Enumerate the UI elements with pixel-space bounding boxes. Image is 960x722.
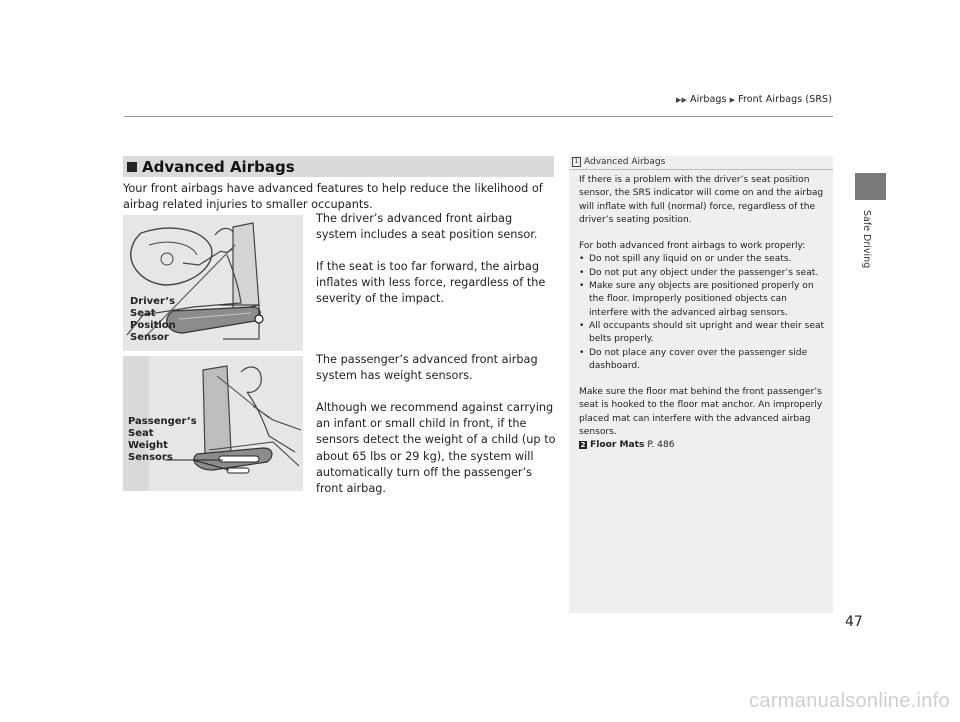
callout-line: Sensor [130,332,169,343]
callout-line: Driver’s [130,296,176,307]
breadcrumb-item[interactable]: Airbags [690,94,727,105]
list-item: • Do not spill any liquid on or under the seats. [579,253,827,266]
cross-reference-icon: 2 [580,440,586,449]
section-heading [123,156,554,177]
breadcrumb-arrow-icon: ▶▶ [676,95,688,104]
chapter-tab-marker [855,173,886,200]
seat-forward-paragraph: If the seat is too far forward, the airbag inflates with less force, regardless of the severity of the impact. [316,260,546,306]
sidebar-note-header [572,157,665,167]
cross-reference-link[interactable] [579,439,827,452]
breadcrumb [676,94,832,105]
callout-line: Seat [128,428,154,439]
callout-line: Weight [128,440,168,451]
breadcrumb-item[interactable]: Front Airbags (SRS) [738,94,832,105]
sidebar-divider [569,169,833,170]
square-bullet-icon [127,162,137,172]
header-divider [124,116,833,117]
cross-reference-page: P. 486 [647,440,675,451]
child-weight-paragraph: Although we recommend against carrying an infant or small child in front, if the sensors detect the weight of a child (up to about 65 lbs or 29 kg), the system will automatically turn off the passenger’s front airbag. [316,401,556,496]
sidebar-note-title: Advanced Airbags [584,157,666,167]
sidebar-bullet-list [579,253,827,373]
watermark: carmanualsonline.info [749,690,950,712]
list-item: • Do not put any object under the passenger’s seat. [579,267,827,280]
callout-line: Seat [130,308,156,319]
driver-seat-sensor-callout [130,296,176,344]
callout-line: Position [130,320,176,331]
list-item: • Make sure any objects are positioned properly on the floor. Improperly positioned objects can interfere with the advanced airbag sensors. [579,280,827,320]
chapter-side-label: Safe Driving [861,210,872,269]
callout-line: Passenger’s [128,416,197,427]
sidebar-paragraph: If there is a problem with the driver’s seat position sensor, the SRS indicator will come on and the airbag will inflate with full (normal) force, regardless of the driver’s seating position. [579,175,824,225]
sidebar-paragraph: Make sure the floor mat behind the front passenger’s seat is hooked to the floor mat anchor. An improperly placed mat can interfere with the advanced airbag sensors. [579,387,823,438]
cross-reference-target[interactable]: Floor Mats [590,440,645,451]
driver-system-paragraph: The driver’s advanced front airbag system includes a seat position sensor. [316,212,538,242]
page-number: 47 [845,614,863,630]
section-title: Advanced Airbags [142,157,295,176]
intro-paragraph: Your front airbags have advanced features to help reduce the likelihood of airbag related injuries to smaller occupants. [123,182,543,212]
passenger-system-paragraph: The passenger’s advanced front airbag system has weight sensors. [316,353,538,383]
sidebar-paragraph: For both advanced front airbags to work properly: [579,241,806,252]
breadcrumb-arrow-icon: ▶ [729,95,736,104]
list-item: • Do not place any cover over the passenger side dashboard. [579,347,827,374]
note-icon: 1 [572,157,581,167]
callout-line: Sensors [128,452,173,463]
passenger-seat-sensor-callout [128,416,197,464]
list-item: • All occupants should sit upright and wear their seat belts properly. [579,320,827,347]
sidebar-note-body [579,174,827,453]
